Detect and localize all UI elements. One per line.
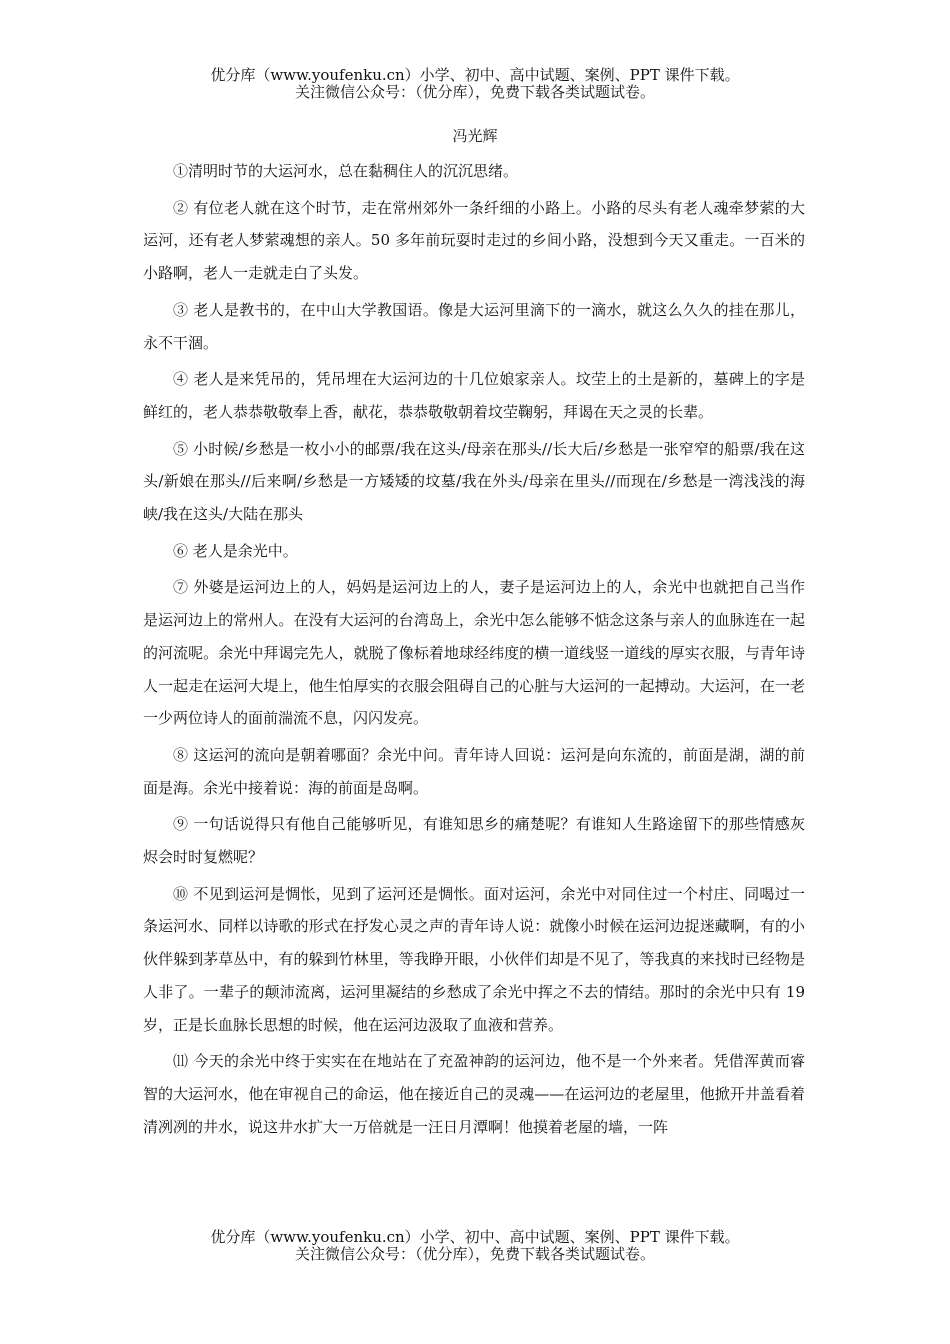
- page-header: [0, 67, 950, 101]
- paragraph-1: ①清明时节的大运河水，总在黏稠住人的沉沉思绪。: [173, 162, 519, 180]
- paragraph-2: ② 有位老人就在这个时节，走在常州郊外一条纤细的小路上。小路的尽头有老人魂牵梦萦的大运河，还有老人梦萦魂想的亲人。50 多年前玩耍时走过的乡间小路，没想到今天又重走。一百米的小路啊，老人一走就走白了头发。: [143, 198, 805, 283]
- paragraph-8: ⑧ 这运河的流向是朝着哪面？余光中问。青年诗人回说：运河是向东流的，前面是湖，湖的前面是海。余光中接着说：海的前面是岛啊。: [143, 745, 805, 797]
- paragraph-4: ④ 老人是来凭吊的，凭吊埋在大运河边的十几位娘家亲人。坟茔上的土是新的，墓碑上的字是鲜红的，老人恭恭敬敬奉上香，献花，恭恭敬敬朝着坟茔鞠躬，拜谒在天之灵的长辈。: [143, 370, 805, 421]
- paragraph-10: ⑩ 不见到运河是惆怅，见到了运河还是惆怅。面对运河，余光中对同住过一个村庄、同喝过一条运河水、同样以诗歌的形式在抒发心灵之声的青年诗人说：就像小时候在运河边捉迷藏啊，有的小伙伴躲到茅草丛中，有的躲到竹林里，等我睁开眼，小伙伴们却是不见了，等我真的来找时已经物是人非了。一辈子的颠沛流离，运河里凝结的乡愁成了余光中挥之不去的情结。那时的余光中只有 19 岁，正是长血脉长思想的时候，他在运河边汲取了血液和营养。: [143, 884, 805, 1034]
- article-author: 冯光辉: [452, 127, 498, 145]
- article-body: [143, 155, 805, 1147]
- footer-line-2: 关注微信公众号：（优分库），免费下载各类试题试卷。: [294, 1245, 655, 1263]
- paragraph-3: ③ 老人是教书的，在中山大学教国语。像是大运河里滴下的一滴水，就这么久久的挂在那儿，永不干涸。: [143, 300, 805, 352]
- paragraph-5: ⑤ 小时候/乡愁是一枚小小的邮票/我在这头/母亲在那头//长大后/乡愁是一张窄窄的船票/我在这头/新娘在那头//后来啊/乡愁是一方矮矮的坟墓/我在外头/母亲在里头//而现在/乡愁是一湾浅浅的海峡/我在这头/大陆在那头: [143, 439, 805, 524]
- page-footer: [0, 1229, 950, 1263]
- paragraph-9: ⑨ 一句话说得只有他自己能够听见，有谁知思乡的痛楚呢？有谁知人生路途留下的那些情感灰烬会时时复燃呢？: [143, 815, 805, 867]
- header-line-1: 优分库（www.youfenku.cn）小学、初中、高中试题、案例、PPT 课件下载。: [210, 66, 740, 84]
- footer-line-1: 优分库（www.youfenku.cn）小学、初中、高中试题、案例、PPT 课件下载。: [210, 1228, 740, 1246]
- paragraph-7: ⑦ 外婆是运河边上的人，妈妈是运河边上的人，妻子是运河边上的人，余光中也就把自己当作是运河边上的常州人。在没有大运河的台湾岛上，余光中怎么能够不惦念这条与亲人的血脉连在一起的河流呢。余光中拜谒完先人，就脱了像标着地球经纬度的横一道线竖一道线的厚实衣服，与青年诗人一起走在运河大堤上，他生怕厚实的衣服会阻碍自己的心脏与大运河的一起搏动。大运河，在一老一少两位诗人的面前湍流不息，闪闪发亮。: [143, 578, 805, 728]
- header-line-2: 关注微信公众号：（优分库），免费下载各类试题试卷。: [294, 83, 655, 101]
- paragraph-6: ⑥ 老人是余光中。: [173, 541, 298, 560]
- paragraph-11: ⑾ 今天的余光中终于实实在在地站在了充盈神韵的运河边，他不是一个外来者。凭借浑黄而睿智的大运河水，他在审视自己的命运，他在接近自己的灵魂——在运河边的老屋里，他掀开井盖看着清冽冽的井水，说这井水扩大一万倍就是一汪日月潭啊！他摸着老屋的墙，一阵: [143, 1052, 805, 1136]
